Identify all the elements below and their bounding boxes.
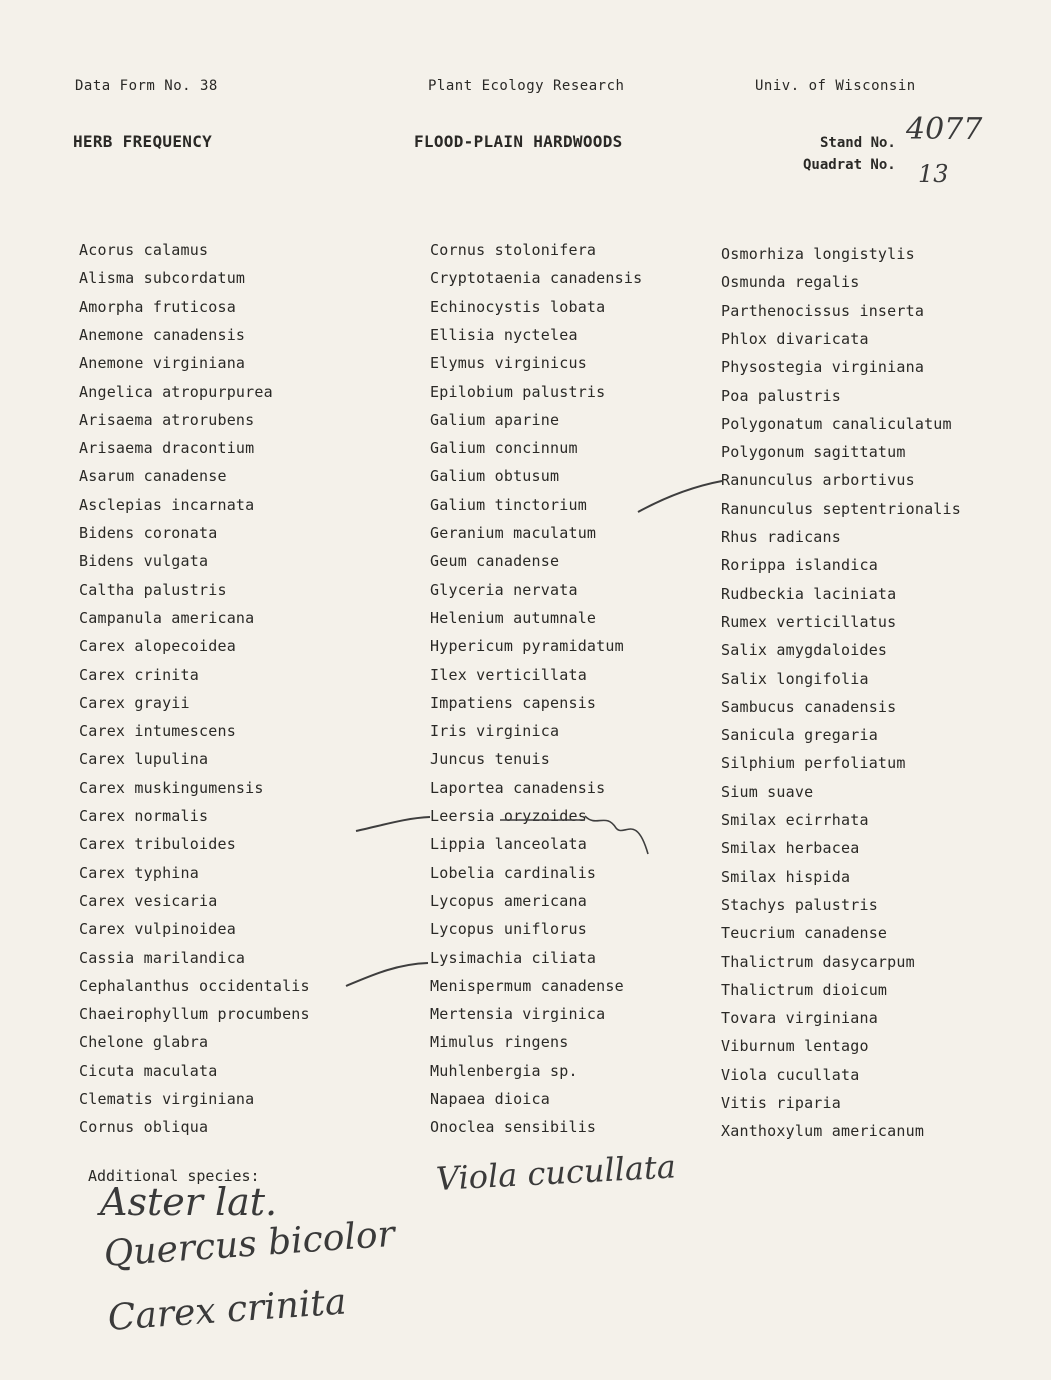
form-number: Data Form No. 38	[75, 78, 218, 94]
species-name: Lycopus uniflorus	[430, 920, 587, 939]
species-name: Galium obtusum	[430, 467, 560, 486]
species-name: Xanthoxylum americanum	[721, 1122, 925, 1141]
stand-label: Stand No.	[820, 135, 896, 151]
species-name: Lippia lanceolata	[430, 835, 587, 854]
institution-name: Univ. of Wisconsin	[755, 78, 916, 94]
section-title: HERB FREQUENCY	[73, 132, 213, 151]
species-name: Echinocystis lobata	[430, 297, 606, 316]
stand-value: 4077	[906, 112, 983, 147]
species-name: Impatiens capensis	[430, 693, 597, 712]
species-name: Teucrium canadense	[721, 924, 888, 943]
handwritten-quercus: Quercus bicolor	[102, 1213, 397, 1275]
species-name: Galium tinctorium	[430, 495, 587, 514]
species-name: Chaeirophyllum procumbens	[79, 1005, 310, 1024]
handwritten-aster: Aster lat.	[100, 1180, 278, 1224]
species-name: Salix amygdaloides	[721, 641, 888, 660]
program-name: Plant Ecology Research	[428, 78, 625, 94]
species-name: Sium suave	[721, 782, 814, 801]
species-name: Poa palustris	[721, 386, 841, 405]
species-name: Ranunculus arbortivus	[721, 471, 915, 490]
species-name: Chelone glabra	[79, 1033, 209, 1052]
handwritten-carex: Carex crinita	[106, 1281, 348, 1339]
species-name: Cicuta maculata	[79, 1061, 218, 1080]
species-name: Onoclea sensibilis	[430, 1118, 597, 1137]
species-name: Carex vesicaria	[79, 891, 218, 910]
species-name: Arisaema dracontium	[79, 439, 255, 458]
species-name: Carex alopecoidea	[79, 637, 236, 656]
additional-species-label: Additional species:	[88, 1167, 260, 1185]
species-name: Thalictrum dioicum	[721, 980, 888, 999]
community-title: FLOOD-PLAIN HARDWOODS	[414, 132, 623, 151]
species-name: Viola cucullata	[721, 1065, 860, 1084]
species-name: Mimulus ringens	[430, 1033, 569, 1052]
species-name: Sambucus canadensis	[721, 697, 897, 716]
species-name: Napaea dioica	[430, 1090, 550, 1108]
species-name: Cryptotaenia canadensis	[430, 269, 643, 288]
species-name: Cassia marilandica	[79, 948, 246, 967]
species-name: Clematis virginiana	[79, 1090, 255, 1108]
species-name: Carex intumescens	[79, 722, 236, 741]
species-name: Carex grayii	[79, 693, 190, 712]
species-name: Carex normalis	[79, 807, 209, 825]
species-name: Rhus radicans	[721, 528, 841, 546]
species-name: Bidens vulgata	[79, 552, 209, 571]
species-name: Epilobium palustris	[430, 382, 606, 401]
species-name: Galium concinnum	[430, 439, 578, 458]
species-name: Mertensia virginica	[430, 1005, 606, 1024]
species-name: Cornus obliqua	[79, 1118, 209, 1137]
species-name: Smilax hispida	[721, 867, 851, 886]
species-name: Lysimachia ciliata	[430, 948, 597, 967]
species-name: Rorippa islandica	[721, 556, 878, 575]
species-name: Anemone virginiana	[79, 354, 246, 373]
species-name: Carex tribuloides	[79, 835, 236, 854]
species-name: Physostegia virginiana	[721, 358, 925, 377]
species-name: Menispermum canadense	[430, 976, 624, 995]
species-name: Campanula americana	[79, 608, 255, 627]
species-name: Amorpha fruticosa	[79, 297, 236, 316]
species-name: Iris virginica	[430, 722, 560, 741]
species-name: Glyceria nervata	[430, 580, 578, 599]
species-name: Stachys palustris	[721, 895, 878, 914]
quadrat-label: Quadrat No.	[803, 157, 896, 173]
species-name: Asarum canadense	[79, 467, 227, 486]
species-name: Sanicula gregaria	[721, 726, 878, 745]
species-name: Viburnum lentago	[721, 1037, 869, 1056]
species-name: Silphium perfoliatum	[721, 754, 906, 773]
species-name: Ellisia nyctelea	[430, 325, 578, 344]
species-name: Anemone canadensis	[79, 325, 246, 344]
species-name: Elymus virginicus	[430, 354, 587, 373]
species-name: Vitis riparia	[721, 1094, 841, 1112]
species-name: Helenium autumnale	[430, 608, 597, 627]
species-name: Polygonatum canaliculatum	[721, 414, 952, 433]
species-name: Geum canadense	[430, 552, 560, 571]
species-name: Carex vulpinoidea	[79, 920, 236, 939]
species-name: Parthenocissus inserta	[721, 301, 925, 320]
species-name: Laportea canadensis	[430, 778, 606, 797]
species-name: Muhlenbergia sp.	[430, 1061, 578, 1080]
species-name: Polygonum sagittatum	[721, 443, 906, 462]
handwritten-viola: Viola cucullata	[435, 1147, 677, 1198]
species-name: Cephalanthus occidentalis	[79, 976, 310, 995]
species-name: Thalictrum dasycarpum	[721, 952, 915, 971]
species-name: Smilax herbacea	[721, 839, 860, 858]
species-name: Osmunda regalis	[721, 273, 860, 292]
species-name: Hypericum pyramidatum	[430, 637, 624, 656]
species-name: Carex lupulina	[79, 750, 209, 769]
quadrat-value: 13	[918, 160, 949, 188]
species-name: Geranium maculatum	[430, 524, 597, 542]
species-name: Angelica atropurpurea	[79, 382, 273, 401]
species-name: Lobelia cardinalis	[430, 863, 597, 882]
species-name: Ranunculus septentrionalis	[721, 499, 961, 518]
species-name: Alisma subcordatum	[79, 269, 246, 288]
species-name: Ilex verticillata	[430, 665, 587, 684]
species-name: Carex crinita	[79, 665, 199, 684]
species-name: Rudbeckia laciniata	[721, 584, 897, 603]
species-name: Cornus stolonifera	[430, 241, 597, 259]
species-name: Smilax ecirrhata	[721, 811, 869, 829]
species-name: Leersia oryzoides	[430, 807, 587, 825]
species-name: Lycopus americana	[430, 891, 587, 910]
species-name: Juncus tenuis	[430, 750, 550, 769]
species-name: Carex muskingumensis	[79, 778, 264, 797]
species-name: Phlox divaricata	[721, 329, 869, 348]
species-name: Arisaema atrorubens	[79, 410, 255, 429]
species-name: Acorus calamus	[79, 241, 209, 259]
species-name: Tovara virginiana	[721, 1009, 878, 1028]
species-name: Osmorhiza longistylis	[721, 245, 915, 263]
species-name: Asclepias incarnata	[79, 495, 255, 514]
species-name: Rumex verticillatus	[721, 612, 897, 631]
species-name: Salix longifolia	[721, 669, 869, 688]
species-name: Carex typhina	[79, 863, 199, 882]
species-name: Galium aparine	[430, 410, 560, 429]
species-name: Caltha palustris	[79, 580, 227, 599]
species-name: Bidens coronata	[79, 524, 218, 542]
